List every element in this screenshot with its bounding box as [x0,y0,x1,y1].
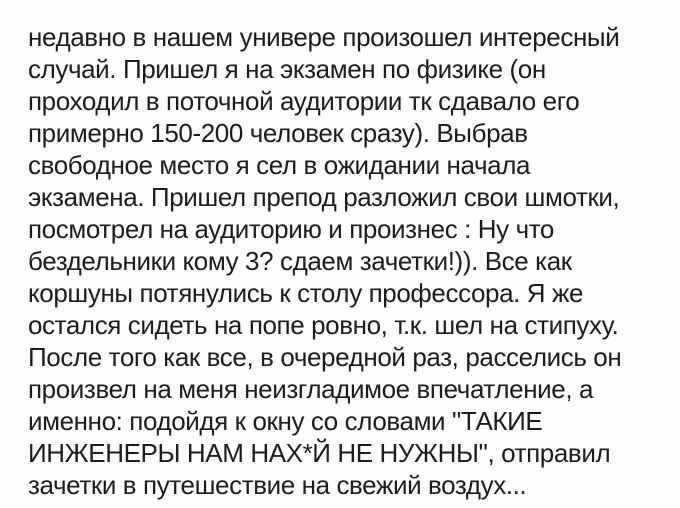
story-line: коршуны потянулись к столу профессора. Я же [28,278,584,308]
story-line: ИНЖЕНЕРЫ НАМ НАХ*Й НЕ НУЖНЫ", отправил [28,438,611,468]
story-line: произвел на меня неизгладимое впечатление, а [28,374,594,404]
story-line: примерно 150-200 человек сразу). Выбрав [28,118,528,148]
story-line: свободное место я сел в ожидании начала [28,150,531,180]
story-line: экзамена. Пришел препод разложил свои шмотки, [28,182,620,212]
story-line: именно: подойдя к окну со словами "ТАКИЕ [28,406,543,436]
story-line: проходил в поточной аудитории тк сдавало его [28,86,580,116]
story-line: случай. Пришел я на экзамен по физике (он [28,54,546,84]
story-line: зачетки в путешествие на свежий воздух... [28,470,527,500]
story-line: бездельники кому 3? сдаем зачетки!)). Все как [28,246,572,276]
story-line: остался сидеть на попе ровно, т.к. шел на стипуху. [28,310,619,340]
story-line: После того как все, в очередной раз, расселись он [28,342,622,372]
story-line: недавно в нашем универе произошел интересный [28,22,620,52]
story-line: посмотрел на аудиторию и произнес : Ну что [28,214,554,244]
